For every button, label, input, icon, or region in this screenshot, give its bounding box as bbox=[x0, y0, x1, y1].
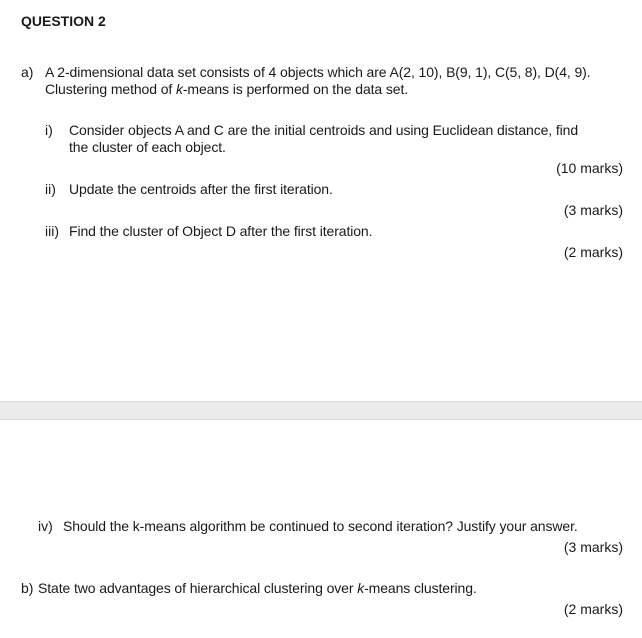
sub-ii-marks: (3 marks) bbox=[563, 202, 623, 218]
sub-i-label: i) bbox=[45, 122, 53, 138]
part-a-line2-k: k bbox=[175, 81, 183, 97]
sub-ii-label: ii) bbox=[45, 181, 56, 197]
part-a-line2-post: -means is performed on the data set. bbox=[182, 81, 409, 97]
part-b-text-post: -means clustering. bbox=[364, 580, 477, 596]
part-a-line2-pre: Clustering method of bbox=[45, 81, 176, 97]
part-b-text-k: k bbox=[357, 580, 365, 596]
sub-iv-label: iv) bbox=[38, 518, 53, 534]
part-b-text bbox=[38, 580, 477, 596]
page-break-divider bbox=[0, 401, 642, 420]
part-a-line1: A 2-dimensional data set consists of 4 objects which are A(2, 10), B(9, 1), C(5, 8), D(4, 9). bbox=[45, 64, 591, 80]
sub-iii-marks: (2 marks) bbox=[563, 244, 623, 260]
sub-i-marks: (10 marks) bbox=[556, 160, 623, 176]
sub-i-line1: Consider objects A and C are the initial centroids and using Euclidean distance, find bbox=[69, 122, 579, 138]
sub-iv-marks: (3 marks) bbox=[563, 539, 623, 555]
sub-iii-line1: Find the cluster of Object D after the first iteration. bbox=[69, 223, 373, 239]
part-a-label: a) bbox=[21, 64, 34, 80]
sub-iii-label: iii) bbox=[45, 223, 59, 239]
sub-ii-line1: Update the centroids after the first iteration. bbox=[69, 181, 333, 197]
part-b-text-pre: State two advantages of hierarchical clustering over bbox=[38, 580, 358, 596]
part-a-line2 bbox=[45, 81, 408, 97]
part-b-label: b) bbox=[21, 580, 34, 596]
part-b-marks: (2 marks) bbox=[563, 601, 623, 617]
sub-i-line2: the cluster of each object. bbox=[69, 139, 226, 155]
sub-iv-line1: Should the k-means algorithm be continued to second iteration? Justify your answer. bbox=[63, 518, 578, 534]
question-title: QUESTION 2 bbox=[21, 13, 106, 29]
